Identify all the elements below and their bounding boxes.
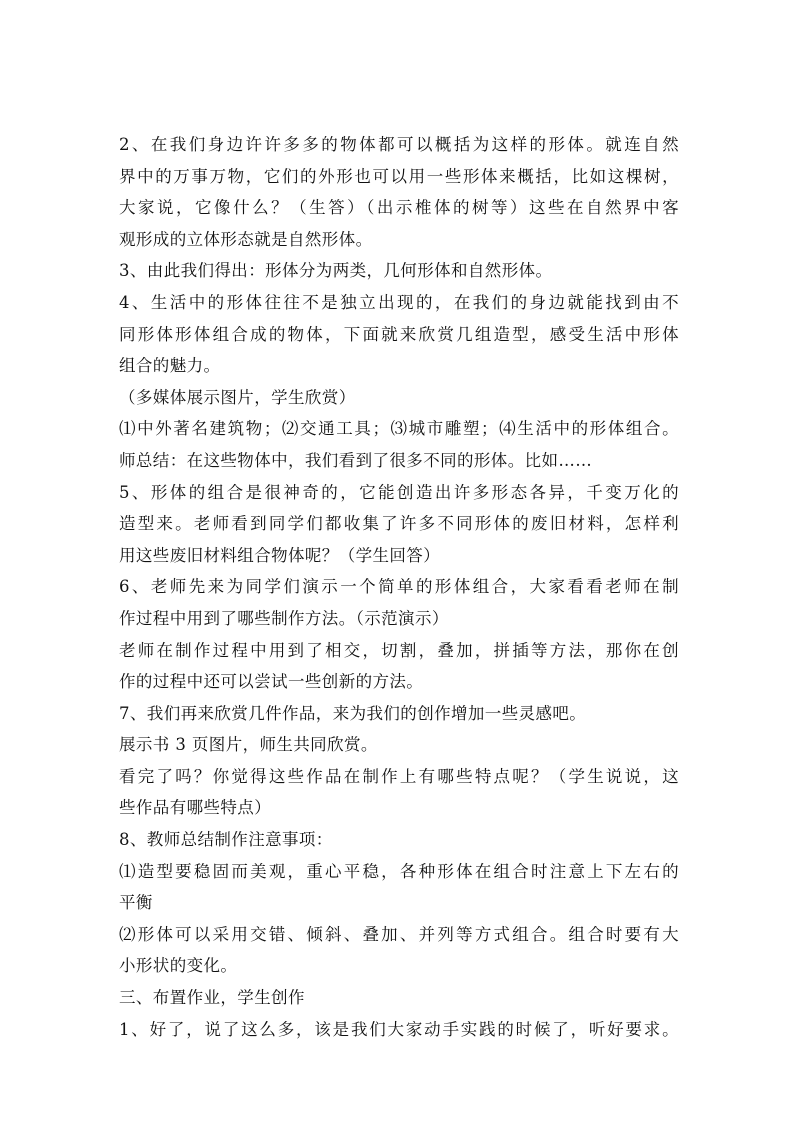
paragraph-line: 小形状的变化。 [119, 956, 238, 976]
paragraph-line: 用这些废旧材料组合物体呢？（学生回答） [119, 545, 441, 565]
paragraph-line: 平衡 [119, 893, 153, 913]
paragraph-line: 4、生活中的形体往往不是独立出现的，在我们的身边就能找到由不 [119, 292, 679, 312]
paragraph-line: 7、我们再来欣赏几件作品，来为我们的创作增加一些灵感吧。 [119, 703, 587, 723]
paragraph-line: ⑵形体可以采用交错、倾斜、叠加、并列等方式组合。组合时要有大 [119, 924, 679, 944]
paragraph-line: 展示书 3 页图片，师生共同欣赏。 [119, 735, 378, 755]
paragraph-line: 8、教师总结制作注意事项： [119, 830, 333, 850]
paragraph-line: 同形体形体组合成的物体，下面就来欣赏几组造型，感受生活中形体 [119, 324, 679, 344]
document-body [119, 129, 679, 1045]
paragraph-line: 6、老师先来为同学们演示一个简单的形体组合，大家看看老师在制 [119, 577, 679, 597]
paragraph-line: ⑴中外著名建筑物；⑵交通工具；⑶城市雕塑；⑷生活中的形体组合。 [119, 419, 679, 439]
paragraph-line: ⑴造型要稳固而美观，重心平稳，各种形体在组合时注意上下左右的 [119, 861, 679, 881]
paragraph-line: 1、好了，说了这么多，该是我们大家动手实践的时候了，听好要求。 [119, 1019, 679, 1039]
paragraph-line: 造型来。老师看到同学们都收集了许多不同形体的废旧材料，怎样利 [119, 514, 679, 534]
paragraph-line: 组合的魅力。 [119, 356, 221, 376]
paragraph-line: 作过程中用到了哪些制作方法。（示范演示） [119, 608, 449, 628]
section-heading: 三、布置作业，学生创作 [119, 988, 305, 1008]
paragraph-line: 2、在我们身边许许多多的物体都可以概括为这样的形体。就连自然 [119, 135, 679, 154]
paragraph-line: 界中的万事万物，它们的外形也可以用一些形体来概括，比如这棵树， [119, 166, 679, 186]
paragraph-line: 看完了吗？你觉得这些作品在制作上有哪些特点呢？（学生说说，这 [119, 766, 679, 786]
paragraph-line: 些作品有哪些特点） [119, 798, 272, 818]
paragraph-line: 5、形体的组合是很神奇的，它能创造出许多形态各异，千变万化的 [119, 482, 679, 502]
paragraph-line: 作的过程中还可以尝试一些创新的方法。 [119, 672, 424, 692]
paragraph-line: 大家说，它像什么？（生答）（出示椎体的树等）这些在自然界中客 [119, 198, 679, 218]
paragraph-line: （多媒体展示图片，学生欣赏） [119, 387, 356, 407]
paragraph-line: 师总结：在这些物体中，我们看到了很多不同的形体。比如…… [119, 450, 593, 470]
paragraph-line: 观形成的立体形态就是自然形体。 [119, 229, 373, 249]
paragraph-line: 3、由此我们得出：形体分为两类，几何形体和自然形体。 [119, 261, 553, 281]
paragraph-line: 老师在制作过程中用到了相交，切割，叠加，拼插等方法，那你在创 [119, 640, 679, 660]
